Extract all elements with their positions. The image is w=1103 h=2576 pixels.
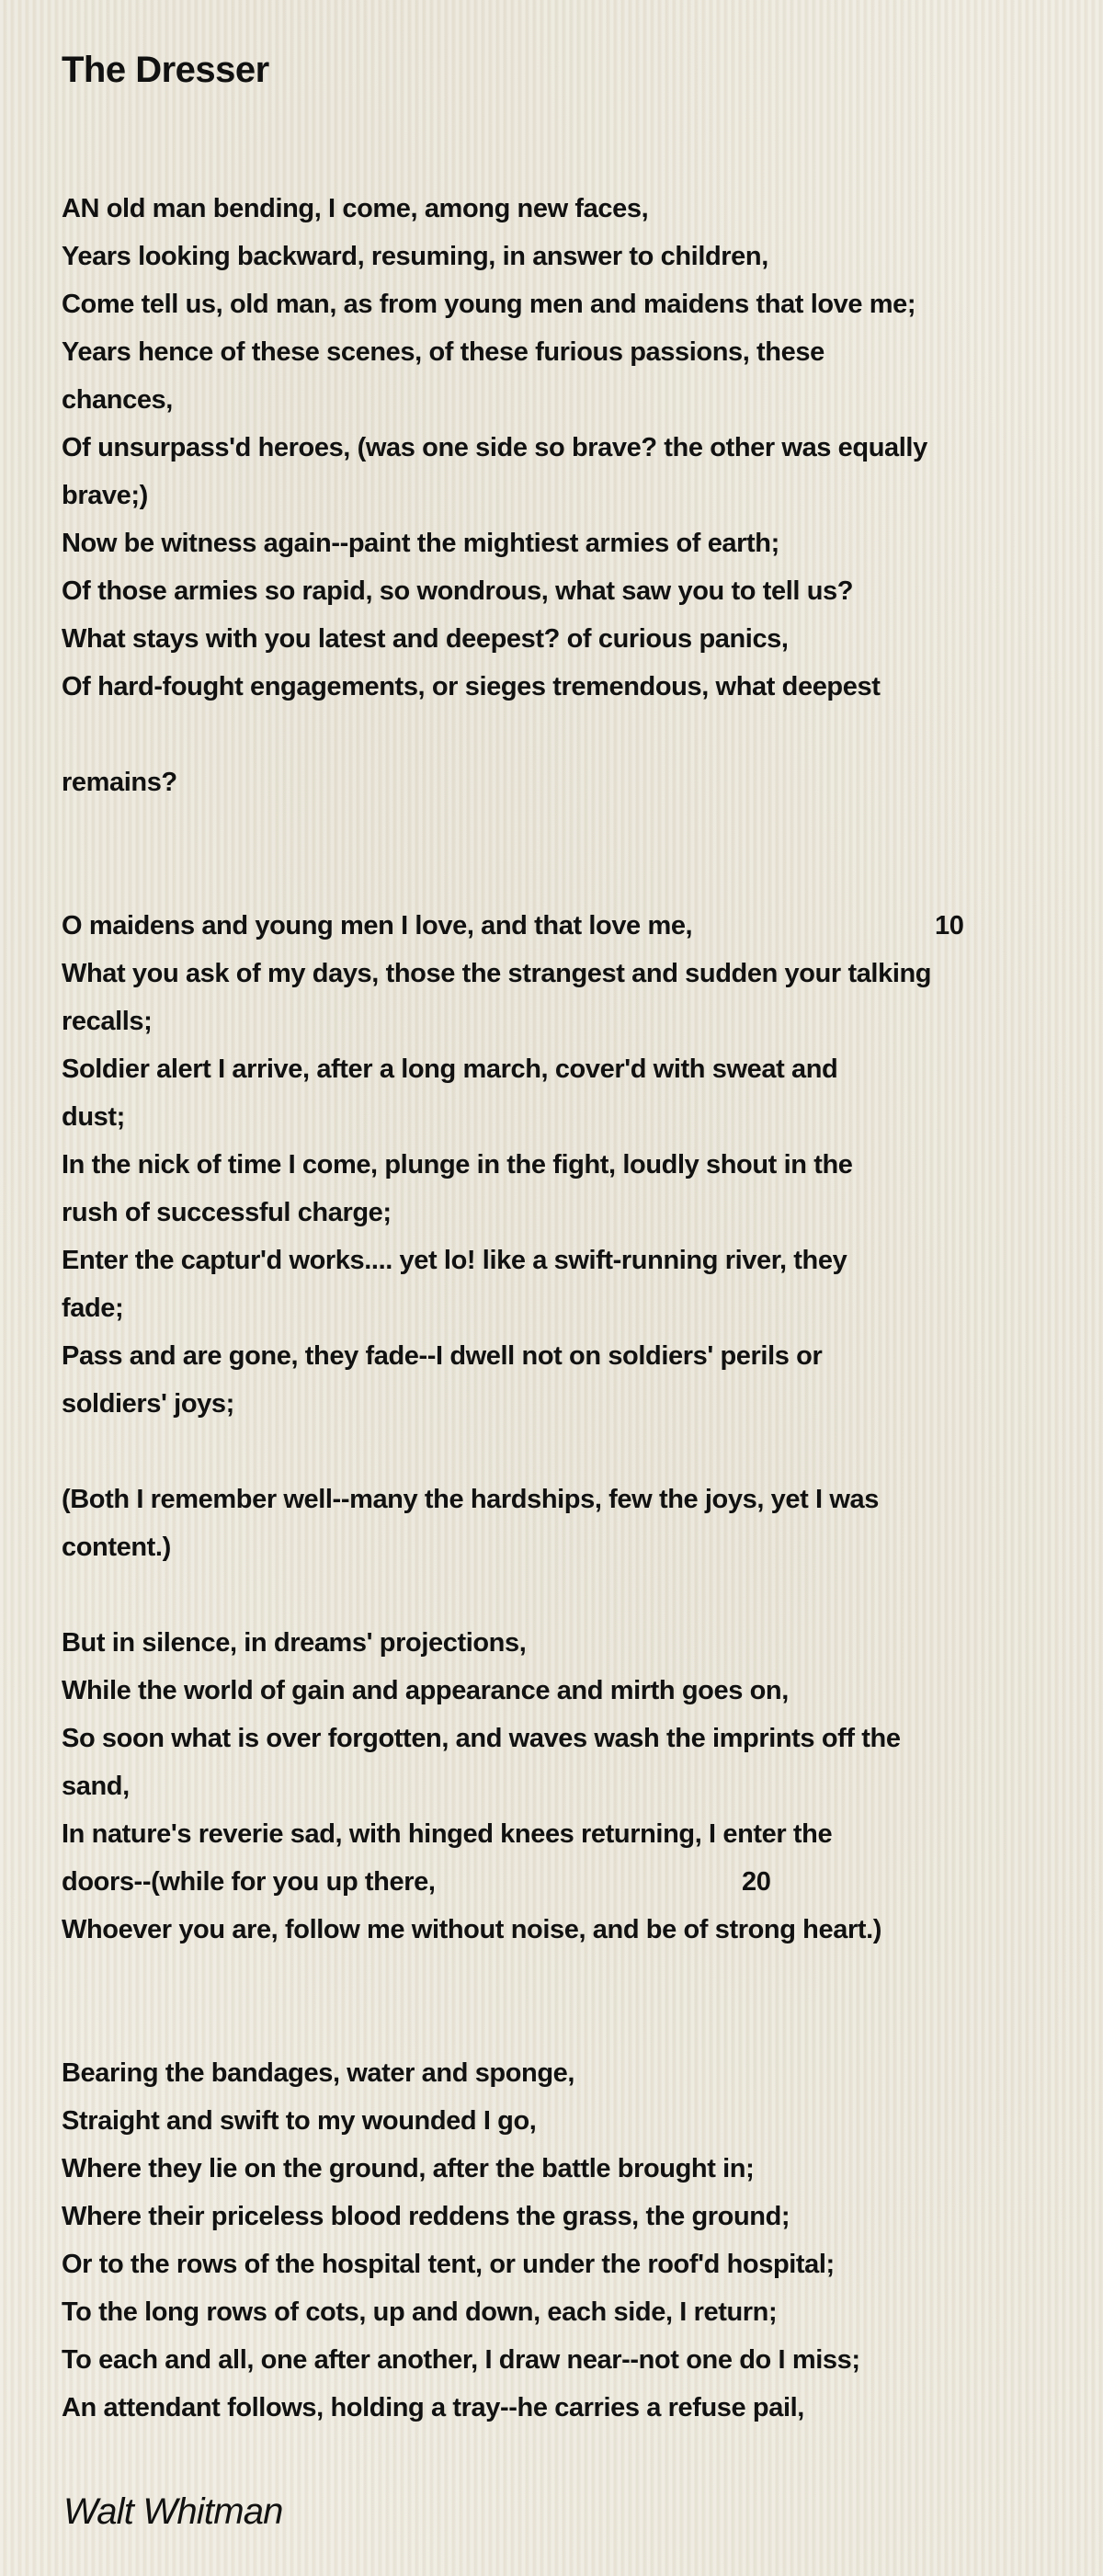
poem-line <box>62 1428 1073 1476</box>
poem-line: Whoever you are, follow me without noise, and be of strong heart.) <box>62 1915 882 1944</box>
poem-line: An attendant follows, holding a tray--he carries a refuse pail, <box>62 2393 804 2422</box>
poem-line: But in silence, in dreams' projections, <box>62 1628 527 1658</box>
poem-line: chances, <box>62 385 173 415</box>
poem-line: sand, <box>62 1772 130 1801</box>
poem-line: Of those armies so rapid, so wondrous, what saw you to tell us? <box>62 576 854 606</box>
poem-line <box>62 1571 1073 1619</box>
poem-line: fade; <box>62 1294 124 1323</box>
line-number: 20 <box>742 1867 771 1897</box>
poem-line: Where they lie on the ground, after the battle brought in; <box>62 2154 755 2183</box>
poem-body <box>62 185 1073 2432</box>
line-number: 10 <box>935 911 964 940</box>
poem-line <box>62 2001 1073 2049</box>
poem-line: rush of successful charge; <box>62 1198 392 1227</box>
poem-line: Straight and swift to my wounded I go, <box>62 2106 537 2136</box>
poem-line: AN old man bending, I come, among new faces, <box>62 194 649 223</box>
poem-line: Come tell us, old man, as from young men and maidens that love me; <box>62 290 916 319</box>
poem-line: soldiers' joys; <box>62 1389 234 1419</box>
poem-line: Of unsurpass'd heroes, (was one side so brave? the other was equally <box>62 433 927 462</box>
poem-line: In the nick of time I come, plunge in the fight, loudly shout in the <box>62 1150 853 1180</box>
poem-line: To each and all, one after another, I draw near--not one do I miss; <box>62 2345 860 2375</box>
poem-line <box>62 1954 1073 2001</box>
poem-line: doors--(while for you up there, <box>62 1867 436 1897</box>
poem-line: Pass and are gone, they fade--I dwell not on soldiers' perils or <box>62 1341 823 1371</box>
poem-line: (Both I remember well--many the hardships, few the joys, yet I was <box>62 1485 879 1514</box>
poem-line: recalls; <box>62 1007 153 1036</box>
poem-line: dust; <box>62 1102 125 1132</box>
poem-line: Of hard-fought engagements, or sieges tremendous, what deepest <box>62 672 881 701</box>
poem-line: Or to the rows of the hospital tent, or under the roof'd hospital; <box>62 2250 835 2279</box>
poem-line <box>62 806 1073 854</box>
poem-line: Enter the captur'd works.... yet lo! like a swift-running river, they <box>62 1246 847 1275</box>
poem-line: What stays with you latest and deepest? of curious panics, <box>62 624 789 654</box>
poem-line: Now be witness again--paint the mightiest armies of earth; <box>62 529 779 558</box>
poem-line <box>62 854 1073 902</box>
poem-line: Bearing the bandages, water and sponge, <box>62 2058 575 2088</box>
poem-line: O maidens and young men I love, and that love me, <box>62 911 693 940</box>
poem-line: Years hence of these scenes, of these furious passions, these <box>62 337 824 367</box>
poem-title: The Dresser <box>62 50 269 90</box>
poem-line: Years looking backward, resuming, in answer to children, <box>62 242 768 271</box>
poem-line: Soldier alert I arrive, after a long march, cover'd with sweat and <box>62 1054 838 1084</box>
poem-line: Where their priceless blood reddens the grass, the ground; <box>62 2202 790 2231</box>
poem-line <box>62 711 1073 758</box>
poem-line: While the world of gain and appearance and mirth goes on, <box>62 1676 789 1705</box>
poem-line: brave;) <box>62 481 148 510</box>
poem-line: To the long rows of cots, up and down, each side, I return; <box>62 2297 778 2327</box>
poem-line: So soon what is over forgotten, and waves wash the imprints off the <box>62 1724 901 1753</box>
poem-author: Walt Whitman <box>63 2491 283 2532</box>
poem-line: remains? <box>62 768 177 797</box>
poem-line: content.) <box>62 1533 171 1562</box>
poem-line: What you ask of my days, those the strangest and sudden your talking <box>62 959 932 988</box>
poem-line: In nature's reverie sad, with hinged knees returning, I enter the <box>62 1819 833 1849</box>
